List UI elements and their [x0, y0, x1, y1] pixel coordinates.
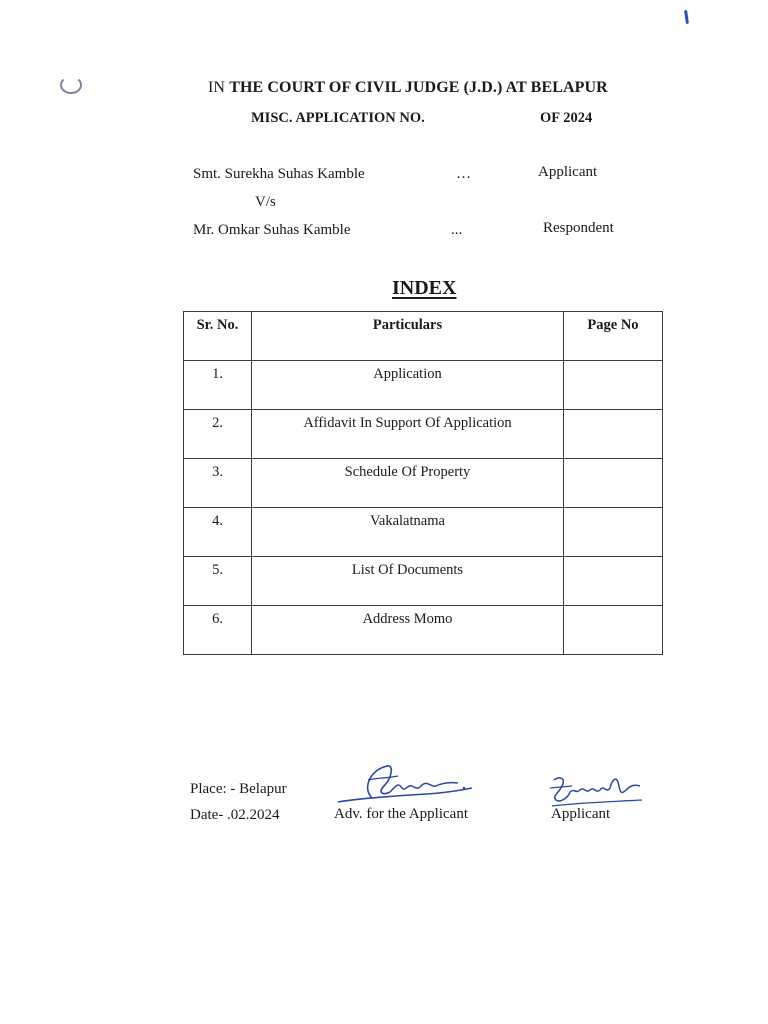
- row-page-no: [564, 508, 663, 557]
- applicant-role: Applicant: [538, 164, 598, 180]
- row-page-no: [564, 606, 663, 655]
- header-page-no: Page No: [564, 312, 663, 361]
- table-header-row: [184, 312, 663, 361]
- advocate-signature: [332, 758, 482, 810]
- row-particular: Address Momo: [252, 606, 564, 655]
- row-sr-no: 1.: [184, 361, 252, 410]
- place-label: Place: - Belapur: [190, 781, 287, 797]
- versus-label: V/s: [255, 194, 276, 210]
- respondent-name: Mr. Omkar Suhas Kamble: [193, 222, 351, 238]
- date-label: Date- .02.2024: [190, 807, 280, 823]
- index-table: [183, 311, 663, 655]
- table-row: [184, 410, 663, 459]
- respondent-dots: ...: [451, 222, 463, 238]
- table-row: [184, 557, 663, 606]
- row-page-no: [564, 410, 663, 459]
- row-particular: Application: [252, 361, 564, 410]
- row-particular: List Of Documents: [252, 557, 564, 606]
- applicant-label: Applicant: [551, 806, 611, 822]
- court-title-prefix: IN: [208, 79, 230, 96]
- advocate-label: Adv. for the Applicant: [334, 806, 468, 822]
- row-particular: Affidavit In Support Of Application: [252, 410, 564, 459]
- row-sr-no: 3.: [184, 459, 252, 508]
- table-row: [184, 361, 663, 410]
- application-year: OF 2024: [540, 110, 593, 126]
- table-row: [184, 508, 663, 557]
- row-sr-no: 4.: [184, 508, 252, 557]
- row-sr-no: 6.: [184, 606, 252, 655]
- row-sr-no: 2.: [184, 410, 252, 459]
- header-sr-no: Sr. No.: [184, 312, 252, 361]
- page-mark: [684, 10, 689, 24]
- applicant-dots: …: [456, 166, 471, 182]
- row-sr-no: 5.: [184, 557, 252, 606]
- table-row: [184, 606, 663, 655]
- table-row: [184, 459, 663, 508]
- applicant-name: Smt. Surekha Suhas Kamble: [193, 166, 365, 182]
- header-particulars: Particulars: [252, 312, 564, 361]
- row-particular: Schedule Of Property: [252, 459, 564, 508]
- row-page-no: [564, 459, 663, 508]
- misc-application-number: MISC. APPLICATION NO.: [251, 110, 425, 126]
- row-page-no: [564, 557, 663, 606]
- row-particular: Vakalatnama: [252, 508, 564, 557]
- court-title: [208, 79, 608, 97]
- index-heading: INDEX: [392, 277, 457, 299]
- hole-punch-mark: [60, 76, 82, 94]
- respondent-role: Respondent: [543, 220, 614, 236]
- row-page-no: [564, 361, 663, 410]
- court-title-main: THE COURT OF CIVIL JUDGE (J.D.) AT BELAPUR: [229, 79, 608, 96]
